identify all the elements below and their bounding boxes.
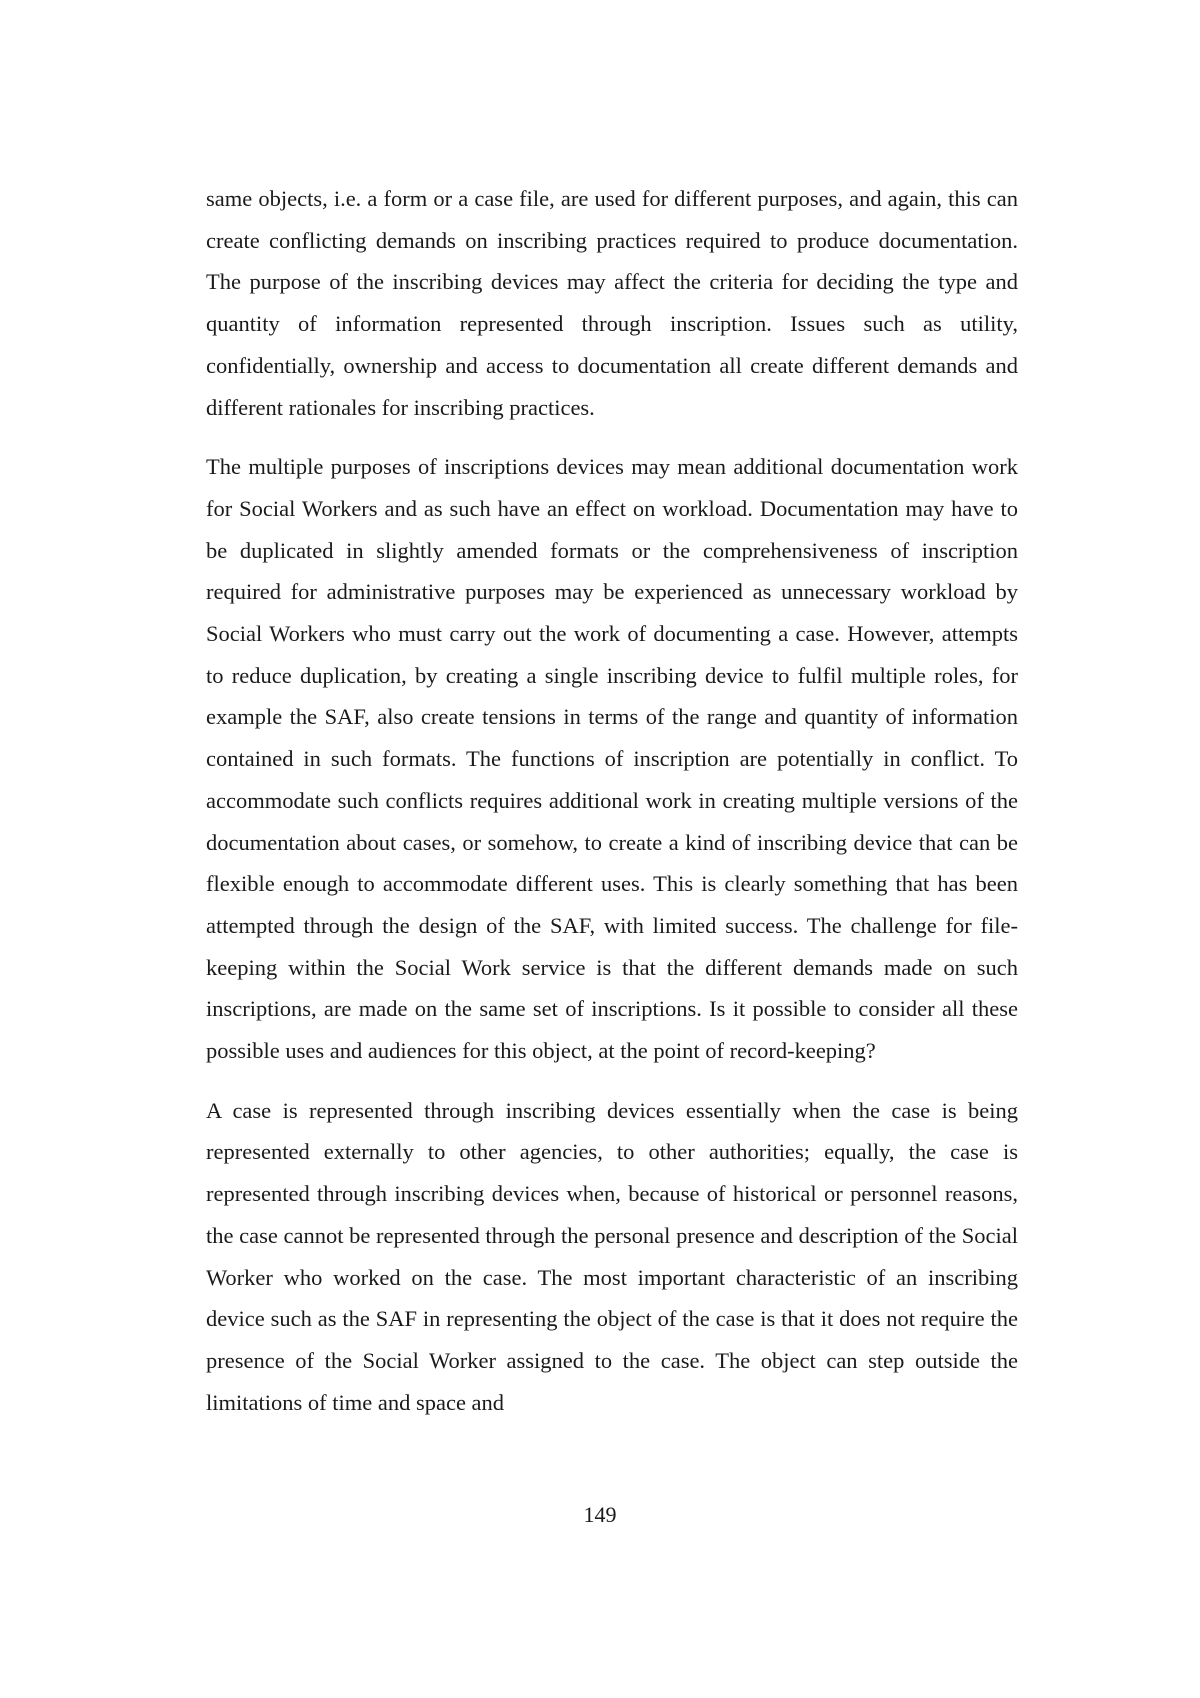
paragraph-2: The multiple purposes of inscriptions devices may mean additional documentation work for Social Workers and as such have an effect on workload. Documentation may have to be duplicated in slightly amended formats or the comprehensiveness of inscription required for administrative purposes may be experienced as unnecessary workload by Social Workers who must carry out the work of documenting a case. However, attempts to reduce duplication, by creating a single inscribing device to fulfil multiple roles, for example the SAF, also create tensions in terms of the range and quantity of information contained in such formats. The functions of inscription are potentially in conflict. To accommodate such conflicts requires additional work in creating multiple versions of the documentation about cases, or somehow, to create a kind of inscribing device that can be flexible enough to accommodate different uses. This is clearly something that has been attempted through the design of the SAF, with limited success. The challenge for file-keeping within the Social Work service is that the different demands made on such inscriptions, are made on the same set of inscriptions. Is it possible to consider all these possible uses and audiences for this object, at the point of record-keeping? bbox=[206, 454, 1018, 1064]
page-number: 149 bbox=[583, 1502, 617, 1527]
paragraph-3: A case is represented through inscribing devices essentially when the case is being represented externally to other agencies, to other authorities; equally, the case is represented through inscribing devices when, because of historical or personnel reasons, the case cannot be represented through the personal presence and description of the Social Worker who worked on the case. The most important characteristic of an inscribing device such as the SAF in representing the object of the case is that it does not require the presence of the Social Worker assigned to the case. The object can step outside the limitations of time and space and bbox=[206, 1097, 1018, 1415]
body-text bbox=[206, 178, 1018, 1441]
paragraph-1: same objects, i.e. a form or a case file, are used for different purposes, and again, this can create conflicting demands on inscribing practices required to produce documentation. The purpose of the inscribing devices may affect the criteria for deciding the type and quantity of information represented through inscription. Issues such as utility, confidentially, ownership and access to documentation all create different demands and different rationales for inscribing practices. bbox=[206, 186, 1018, 420]
